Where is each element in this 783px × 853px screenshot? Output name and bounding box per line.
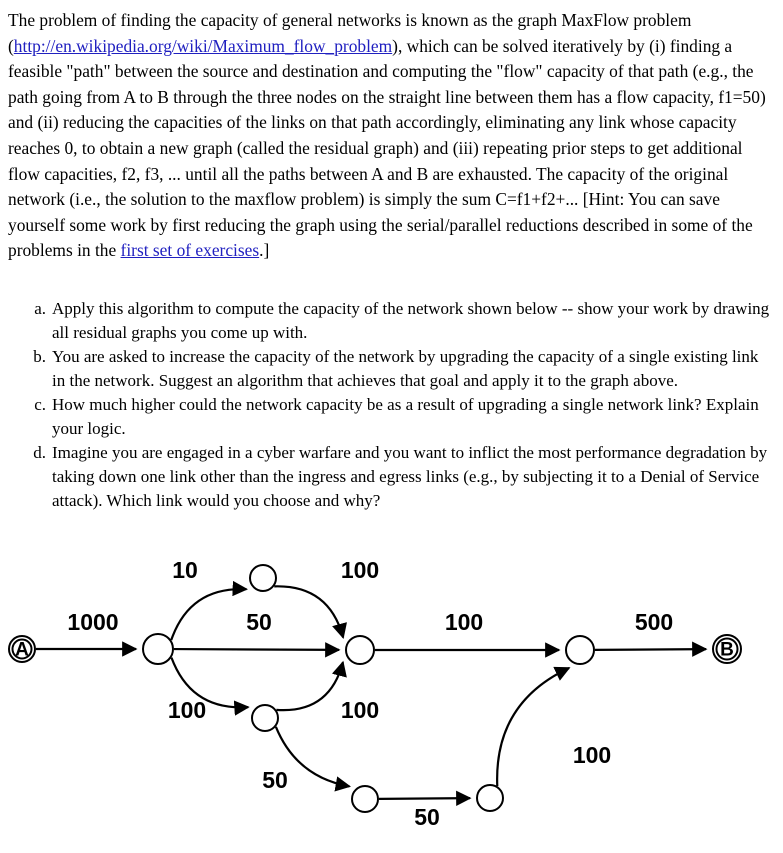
network-flow-diagram [0, 545, 783, 853]
list-item-text: Apply this algorithm to compute the capacity of the network shown below -- show your work by drawing all residual graphs you come up with. [52, 299, 770, 342]
edge-capacity-label: 10 [172, 557, 198, 583]
diagram-node-b [713, 635, 741, 663]
node-label: A [15, 639, 29, 661]
diagram-nodes [9, 565, 741, 812]
paragraph-text-before-link: The problem of finding the capacity of general networks is known as the graph MaxFlow problem ( [8, 10, 692, 56]
list-item-marker: d. [33, 443, 46, 462]
diagram-node [143, 634, 173, 664]
diagram-edge [174, 649, 339, 650]
list-item [8, 393, 774, 441]
node-circle [352, 786, 378, 812]
first-set-of-exercises-link[interactable]: first set of exercises [120, 240, 260, 261]
node-circle [252, 705, 278, 731]
node-circle [566, 636, 594, 664]
node-label: B [720, 639, 734, 661]
edge-capacity-label: 50 [262, 767, 288, 793]
diagram-node [252, 705, 278, 731]
list-item-marker: c. [34, 395, 46, 414]
paragraph-text-after-link: ), which can be solved iteratively by (i) finding a feasible "path" between the source and destination and computing the "flow" capacity of that path (e.g., the path going from A to B through the three nodes on the straight line between them has a flow capacity, f1=50) and (ii) reducing the capacities of the links on that path accordingly, eliminating any link whose capacity reaches 0, to obtain a new graph (called the residual graph) and (iii) repeating prior steps to get additional flow capacities, f2, f3, ... until all the paths between A and B are exhausted. The capacity of the original network (i.e., the solution to the maxflow problem) is simply the sum C=f1+f2+... [Hint: You can save yourself some work by first reducing the graph using the serial/parallel reductions described in some of the problems in the [8, 35, 766, 261]
list-item-text: You are asked to increase the capacity of the network by upgrading the capacity of a single existing link in the network. Suggest an algorithm that achieves that goal and apply it to the graph above. [52, 347, 759, 390]
list-item-marker: b. [33, 347, 46, 366]
edge-capacity-label: 500 [634, 609, 674, 635]
diagram-edge [595, 649, 706, 650]
list-item [8, 345, 774, 393]
node-circle [346, 636, 374, 664]
edge-capacity-label: 50 [414, 804, 440, 830]
diagram-node [250, 565, 276, 591]
edge-capacity-label: 100 [167, 697, 207, 723]
edge-capacity-label: 100 [444, 609, 484, 635]
diagram-edge [276, 662, 343, 710]
list-item [8, 441, 774, 513]
list-item-text: How much higher could the network capacity be as a result of upgrading a single network link? Explain your logic. [52, 395, 759, 438]
intro-paragraph [8, 8, 774, 264]
list-item-text: Imagine you are engaged in a cyber warfare and you want to inflict the most performance degradation by taking down one link other than the ingress and egress links (e.g., by subjecting it to a Denial of Service attack). Which link would you choose and why? [52, 443, 768, 510]
diagram-node [477, 785, 503, 811]
diagram-edge [379, 798, 470, 799]
node-circle [143, 634, 173, 664]
diagram-node [352, 786, 378, 812]
diagram-node-a [9, 636, 35, 662]
question-list [8, 297, 774, 513]
paragraph-tail: .] [259, 240, 270, 261]
diagram-node [346, 636, 374, 664]
list-item-marker: a. [34, 299, 46, 318]
edge-capacity-label: 1000 [67, 609, 119, 635]
edge-capacity-label: 100 [340, 557, 380, 583]
diagram-edge [274, 586, 343, 637]
diagram-edge [171, 589, 246, 640]
edge-capacity-label: 100 [572, 742, 612, 768]
node-circle [477, 785, 503, 811]
diagram-node [566, 636, 594, 664]
node-circle [250, 565, 276, 591]
list-item [8, 297, 774, 345]
edge-capacity-label: 50 [246, 609, 272, 635]
edge-capacity-label: 100 [340, 697, 380, 723]
diagram-edge [497, 668, 569, 786]
wikipedia-maxflow-link[interactable]: http://en.wikipedia.org/wiki/Maximum_flow_problem [13, 35, 393, 56]
